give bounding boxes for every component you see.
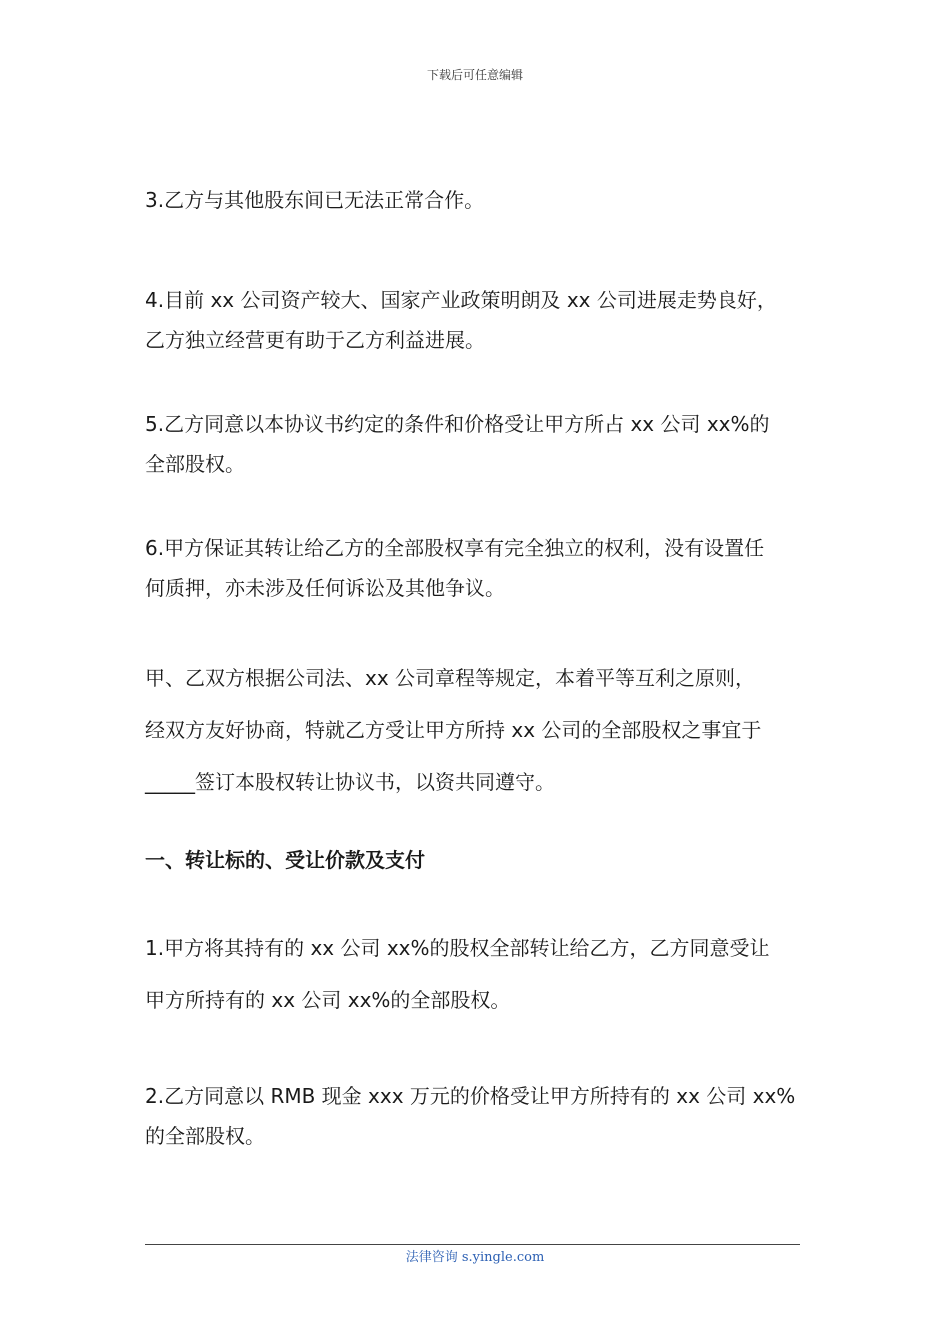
paragraph-line: 甲、乙双方根据公司法、xx 公司章程等规定，本着平等互利之原则，	[145, 666, 756, 690]
header-note: 下载后可任意编辑	[426, 68, 523, 82]
paragraph-line: 6.甲方保证其转让给乙方的全部股权享有完全独立的权利，没有设置任	[145, 536, 765, 560]
paragraph-4	[145, 280, 810, 360]
paragraph-line: 甲方所持有的 xx 公司 xx%的全部股权。	[145, 988, 511, 1012]
section-heading	[145, 840, 810, 880]
paragraph-line: 2.乙方同意以 RMB 现金 xxx 万元的价格受让甲方所持有的 xx 公司 xx%	[145, 1084, 796, 1108]
footer-link[interactable]: 法律咨询 s.yingle.com	[405, 1250, 545, 1265]
paragraph-clause-1	[145, 922, 810, 1026]
paragraph-line: 全部股权。	[145, 452, 245, 476]
paragraph-line: 经双方友好协商，特就乙方受让甲方所持 xx 公司的全部股权之事宜于	[145, 718, 762, 742]
heading-line: 一、转让标的、受让价款及支付	[145, 848, 425, 872]
paragraph-preamble	[145, 652, 810, 808]
paragraph-3	[145, 180, 810, 220]
paragraph-line: 乙方独立经营更有助于乙方利益进展。	[145, 328, 485, 352]
paragraph-line: 的全部股权。	[145, 1124, 265, 1148]
paragraph-5	[145, 404, 810, 484]
paragraph-line: _____签订本股权转让协议书，以资共同遵守。	[145, 770, 555, 794]
paragraph-line: 3.乙方与其他股东间已无法正常合作。	[145, 188, 485, 212]
paragraph-line: 何质押，亦未涉及任何诉讼及其他争议。	[145, 576, 505, 600]
paragraph-line: 1.甲方将其持有的 xx 公司 xx%的股权全部转让给乙方，乙方同意受让	[145, 936, 770, 960]
footer-divider	[145, 1244, 800, 1245]
paragraph-6	[145, 528, 810, 608]
paragraph-line: 4.目前 xx 公司资产较大、国家产业政策明朗及 xx 公司进展走势良好，	[145, 288, 777, 312]
paragraph-line: 5.乙方同意以本协议书约定的条件和价格受让甲方所占 xx 公司 xx%的	[145, 412, 770, 436]
paragraph-clause-2	[145, 1076, 810, 1156]
